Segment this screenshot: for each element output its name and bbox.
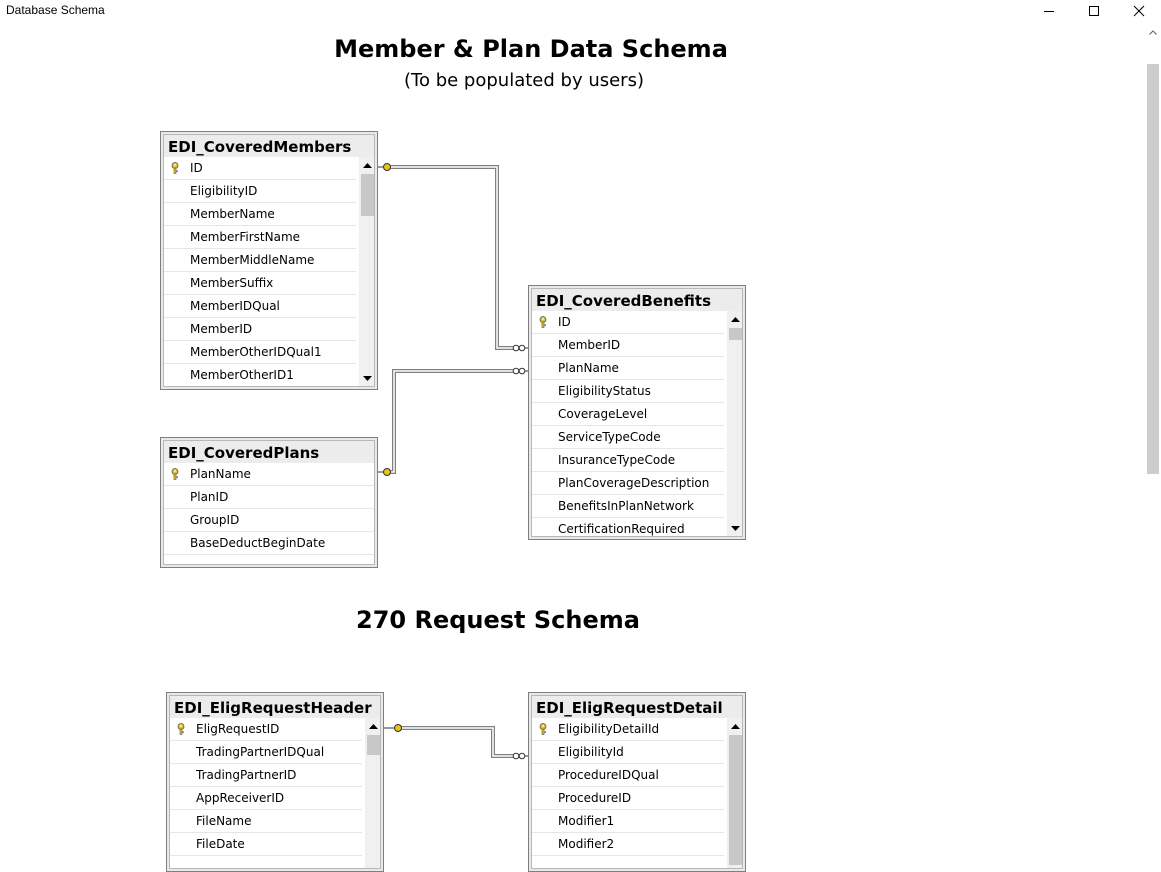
column-name: PlanName <box>558 361 619 375</box>
section-title-270-request: 270 Request Schema <box>356 606 640 634</box>
row-selector <box>170 833 192 855</box>
row-selector <box>170 810 192 832</box>
scroll-down-button[interactable] <box>359 370 375 386</box>
section-title-member-plan: Member & Plan Data Schema <box>334 35 728 63</box>
table-column-row[interactable] <box>532 741 724 764</box>
row-selector <box>532 718 554 740</box>
primary-key-icon <box>177 723 185 735</box>
row-selector <box>532 311 554 333</box>
table-title: EDI_CoveredBenefits <box>532 289 742 311</box>
table-column-row[interactable] <box>170 764 362 787</box>
column-list <box>170 718 362 856</box>
column-name: FileDate <box>196 837 245 851</box>
table-body <box>169 695 381 869</box>
row-selector <box>164 486 186 508</box>
table-column-row[interactable] <box>164 203 356 226</box>
table-column-row[interactable] <box>164 509 374 532</box>
row-selector <box>164 226 186 248</box>
primary-key-icon <box>171 162 179 174</box>
table-title: EDI_EligRequestHeader <box>170 696 380 718</box>
table-scrollbar[interactable] <box>727 718 743 869</box>
table-column-row[interactable] <box>532 518 724 537</box>
row-selector <box>532 449 554 471</box>
table-title: EDI_CoveredMembers <box>164 135 374 157</box>
table-column-row[interactable] <box>532 833 724 856</box>
row-selector <box>532 833 554 855</box>
table-column-row[interactable] <box>170 787 362 810</box>
column-name: BaseDeductBeginDate <box>190 536 326 550</box>
primary-key-icon <box>171 468 179 480</box>
column-name: MemberFirstName <box>190 230 301 244</box>
table-column-row[interactable] <box>164 341 356 364</box>
table-column-row[interactable] <box>532 449 724 472</box>
column-name: Modifier2 <box>558 837 615 851</box>
arrow-down-icon <box>731 526 740 531</box>
row-selector <box>532 741 554 763</box>
column-name: MemberID <box>558 338 621 352</box>
scroll-up-button[interactable] <box>359 157 375 173</box>
column-name: BenefitsInPlanNetwork <box>558 499 694 513</box>
column-name: InsuranceTypeCode <box>558 453 676 467</box>
row-selector <box>164 295 186 317</box>
row-selector <box>170 787 192 809</box>
relationship-header-detail <box>384 725 529 759</box>
table-column-row[interactable] <box>164 318 356 341</box>
column-name: CoverageLevel <box>558 407 648 421</box>
infinity-end-icon <box>513 368 529 374</box>
table-column-row[interactable] <box>532 357 724 380</box>
table-column-row[interactable] <box>164 272 356 295</box>
column-name: EligRequestID <box>196 722 280 736</box>
row-selector <box>164 509 186 531</box>
row-selector <box>164 532 186 554</box>
table-edi-covered-plans[interactable] <box>160 437 378 568</box>
column-name: EligibilityStatus <box>558 384 651 398</box>
infinity-end-icon <box>513 345 529 351</box>
table-column-row[interactable] <box>532 764 724 787</box>
table-edi-covered-benefits[interactable] <box>528 285 746 540</box>
row-selector <box>164 341 186 363</box>
table-column-row[interactable] <box>164 364 356 387</box>
relationship-plans-benefits <box>378 368 529 475</box>
table-column-row[interactable] <box>164 180 356 203</box>
key-end-icon <box>378 469 391 476</box>
arrow-up-icon <box>363 163 372 168</box>
column-list <box>164 463 374 555</box>
table-column-row[interactable] <box>532 787 724 810</box>
table-column-row[interactable] <box>164 226 356 249</box>
table-column-row[interactable] <box>164 463 374 486</box>
table-column-row[interactable] <box>532 311 724 334</box>
arrow-up-icon <box>731 724 740 729</box>
table-body <box>531 695 743 869</box>
table-scrollbar[interactable] <box>727 311 743 537</box>
primary-key-icon <box>539 316 547 328</box>
column-name: EligibilityID <box>190 184 258 198</box>
table-column-row[interactable] <box>532 380 724 403</box>
table-column-row[interactable] <box>532 810 724 833</box>
column-name: MemberIDQual <box>190 299 280 313</box>
table-column-row[interactable] <box>532 426 724 449</box>
row-selector <box>164 203 186 225</box>
table-column-row[interactable] <box>532 334 724 357</box>
column-name: MemberOtherID1 <box>190 368 294 382</box>
table-column-row[interactable] <box>532 495 724 518</box>
column-name: MemberOtherIDQual1 <box>190 345 322 359</box>
table-column-row[interactable] <box>164 486 374 509</box>
column-name: EligibilityDetailId <box>558 722 660 736</box>
column-name: TradingPartnerID <box>196 768 297 782</box>
table-edi-covered-members[interactable] <box>160 131 378 390</box>
row-selector <box>164 157 186 179</box>
key-end-icon <box>384 725 402 732</box>
table-column-row[interactable] <box>164 295 356 318</box>
table-scrollbar[interactable] <box>359 157 375 387</box>
column-name: ID <box>558 315 571 329</box>
table-column-row[interactable] <box>170 833 362 856</box>
column-name: PlanName <box>190 467 251 481</box>
column-name: PlanCoverageDescription <box>558 476 710 490</box>
row-selector <box>532 787 554 809</box>
table-column-row[interactable] <box>532 472 724 495</box>
row-selector <box>532 495 554 517</box>
column-name: PlanID <box>190 490 229 504</box>
table-scrollbar[interactable] <box>365 718 381 869</box>
scroll-up-button[interactable] <box>365 718 381 734</box>
column-name: ProcedureIDQual <box>558 768 659 782</box>
column-list <box>164 157 356 387</box>
arrow-up-icon <box>731 317 740 322</box>
row-selector <box>164 272 186 294</box>
row-selector <box>164 364 186 386</box>
column-name: CertificationRequired <box>558 522 685 536</box>
column-name: TradingPartnerIDQual <box>196 745 325 759</box>
column-name: MemberID <box>190 322 253 336</box>
column-name: MemberName <box>190 207 275 221</box>
scroll-thumb[interactable] <box>729 735 742 865</box>
window-title: Database Schema <box>6 3 105 17</box>
row-selector <box>532 518 554 537</box>
arrow-down-icon <box>363 376 372 381</box>
row-selector <box>170 764 192 786</box>
column-list <box>532 311 724 537</box>
table-title: EDI_CoveredPlans <box>164 441 374 463</box>
table-column-row[interactable] <box>532 718 724 741</box>
arrow-up-icon <box>369 724 378 729</box>
row-selector <box>170 718 192 740</box>
row-selector <box>532 472 554 494</box>
column-name: ProcedureID <box>558 791 632 805</box>
scroll-up-button[interactable] <box>727 311 743 327</box>
column-name: Modifier1 <box>558 814 615 828</box>
row-selector <box>164 463 186 485</box>
column-name: FileName <box>196 814 252 828</box>
row-selector <box>532 334 554 356</box>
primary-key-icon <box>539 723 547 735</box>
table-column-row[interactable] <box>164 157 356 180</box>
table-column-row[interactable] <box>164 532 374 555</box>
table-column-row[interactable] <box>164 249 356 272</box>
section-subtitle-member-plan: (To be populated by users) <box>404 70 644 91</box>
table-column-row[interactable] <box>170 718 362 741</box>
table-column-row[interactable] <box>170 810 362 833</box>
row-selector <box>532 764 554 786</box>
table-column-row[interactable] <box>170 741 362 764</box>
table-body <box>163 134 375 387</box>
table-column-row[interactable] <box>532 403 724 426</box>
column-name: EligibilityId <box>558 745 624 759</box>
row-selector <box>532 357 554 379</box>
scroll-thumb[interactable] <box>367 735 380 755</box>
column-name: AppReceiverID <box>196 791 285 805</box>
row-selector <box>532 380 554 402</box>
scroll-thumb[interactable] <box>729 328 742 340</box>
table-edi-elig-request-detail[interactable] <box>528 692 746 872</box>
scroll-down-button[interactable] <box>727 520 743 536</box>
row-selector <box>164 318 186 340</box>
scroll-thumb[interactable] <box>361 174 374 216</box>
row-selector <box>532 426 554 448</box>
column-name: GroupID <box>190 513 240 527</box>
row-selector <box>164 180 186 202</box>
row-selector <box>532 810 554 832</box>
row-selector <box>164 249 186 271</box>
key-end-icon <box>378 164 391 171</box>
column-list <box>532 718 724 856</box>
column-name: ServiceTypeCode <box>558 430 661 444</box>
row-selector <box>532 403 554 425</box>
column-name: MemberSuffix <box>190 276 274 290</box>
column-name: MemberMiddleName <box>190 253 315 267</box>
relationship-members-benefits <box>378 164 529 351</box>
table-body <box>531 288 743 537</box>
infinity-end-icon <box>513 753 529 759</box>
table-edi-elig-request-header[interactable] <box>166 692 384 872</box>
row-selector <box>170 741 192 763</box>
scroll-up-button[interactable] <box>727 718 743 734</box>
table-body <box>163 440 375 565</box>
column-name: ID <box>190 161 203 175</box>
table-title: EDI_EligRequestDetail <box>532 696 742 718</box>
